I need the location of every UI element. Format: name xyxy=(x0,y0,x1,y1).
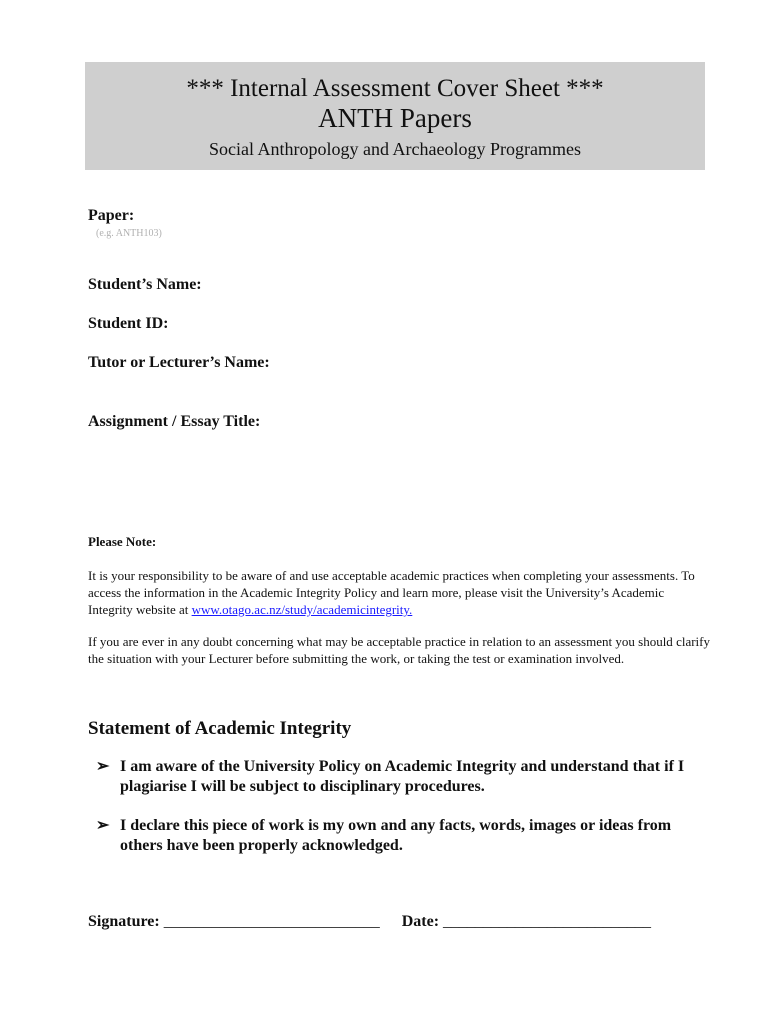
assignment-title-label: Assignment / Essay Title: xyxy=(88,413,261,430)
header-title: *** Internal Assessment Cover Sheet *** xyxy=(186,75,604,102)
note-paragraph-1-text: It is your responsibility to be aware of and use acceptable academic practices when completing your assessments. To access the information in the Academic Integrity Policy and learn more, please visit the University’s Academic Integrity website at xyxy=(88,568,695,617)
signature-row xyxy=(88,913,651,931)
tutor-name-label: Tutor or Lecturer’s Name: xyxy=(88,354,270,371)
header-subtitle: ANTH Papers xyxy=(318,103,472,133)
note-paragraph-2: If you are ever in any doubt concerning what may be acceptable practice in relation to an assessment you should clarify the situation with your Lecturer before submitting the work, or taking the test or examination involved. xyxy=(88,634,710,666)
note-paragraph-1 xyxy=(88,567,710,618)
paper-label: Paper: xyxy=(88,207,135,224)
arrow-bullet-icon: ➢ xyxy=(96,758,110,775)
statement-item-2 xyxy=(96,816,716,856)
paper-hint: (e.g. ANTH103) xyxy=(96,228,162,239)
arrow-bullet-icon: ➢ xyxy=(96,817,110,834)
statement-heading: Statement of Academic Integrity xyxy=(88,718,352,739)
academic-integrity-link[interactable]: www.otago.ac.nz/study/academicintegrity. xyxy=(191,602,413,617)
date-label: Date: xyxy=(401,913,440,930)
signature-line[interactable]: ___________________________ xyxy=(163,913,380,930)
cover-sheet-header xyxy=(85,62,705,170)
student-id-label: Student ID: xyxy=(88,315,169,332)
signature-label: Signature: xyxy=(88,913,160,930)
student-name-label: Student’s Name: xyxy=(88,276,202,293)
header-programmes: Social Anthropology and Archaeology Programmes xyxy=(209,139,581,159)
statement-item-1-text: I am aware of the University Policy on Academic Integrity and understand that if I plagiarise I will be subject to disciplinary procedures. xyxy=(120,758,685,795)
note-heading: Please Note: xyxy=(88,534,157,549)
statement-item-1 xyxy=(96,757,716,797)
date-line[interactable]: __________________________ xyxy=(443,913,652,930)
statement-item-2-text: I declare this piece of work is my own and any facts, words, images or ideas from others have been properly acknowledged. xyxy=(120,817,672,854)
